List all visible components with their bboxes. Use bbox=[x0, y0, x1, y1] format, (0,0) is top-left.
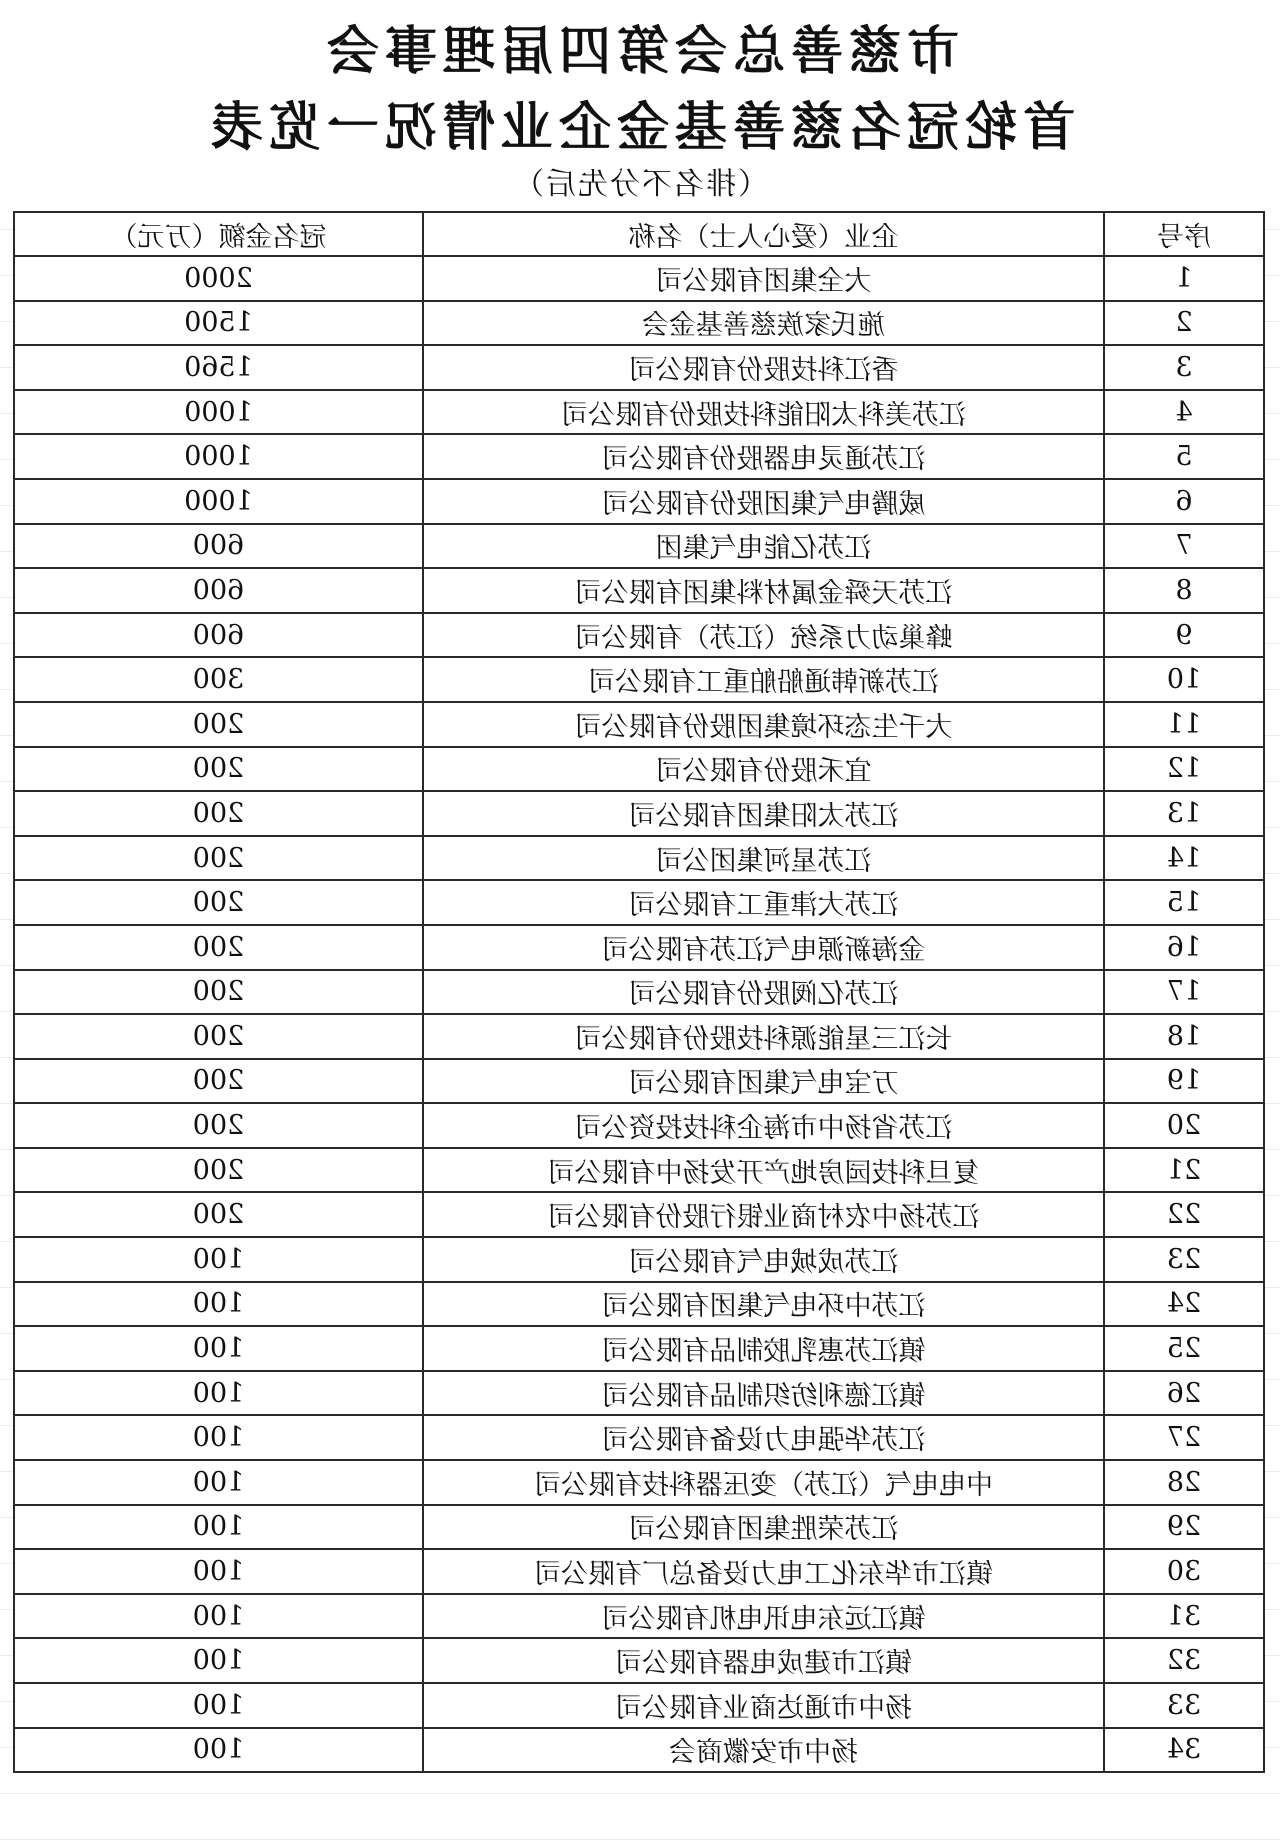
row-name: 扬中市通达商业有限公司 bbox=[423, 1683, 1104, 1728]
row-no: 4 bbox=[1104, 390, 1264, 435]
title-block bbox=[0, 0, 1280, 210]
row-no: 23 bbox=[1104, 1237, 1264, 1282]
table-row bbox=[14, 390, 1264, 435]
row-amount: 100 bbox=[14, 1505, 423, 1550]
row-name: 镇江市建成电器有限公司 bbox=[423, 1638, 1104, 1683]
row-amount: 300 bbox=[14, 657, 423, 702]
table-row bbox=[14, 1059, 1264, 1104]
row-amount: 200 bbox=[14, 1059, 423, 1104]
row-amount: 100 bbox=[14, 1371, 423, 1416]
row-no: 7 bbox=[1104, 524, 1264, 569]
row-name: 宜禾股份有限公司 bbox=[423, 747, 1104, 792]
row-amount: 100 bbox=[14, 1549, 423, 1594]
row-amount: 100 bbox=[14, 1683, 423, 1728]
donor-table bbox=[13, 211, 1265, 1773]
row-no: 28 bbox=[1104, 1460, 1264, 1505]
header-name: 企业（爱心人士）名称 bbox=[423, 212, 1104, 256]
table-row bbox=[14, 345, 1264, 390]
table-row bbox=[14, 1371, 1264, 1416]
row-no: 18 bbox=[1104, 1014, 1264, 1059]
table-row bbox=[14, 1148, 1264, 1193]
table-row bbox=[14, 1326, 1264, 1371]
row-name: 江苏美科太阳能科技股份有限公司 bbox=[423, 390, 1104, 435]
row-amount: 1560 bbox=[14, 345, 423, 390]
row-no: 34 bbox=[1104, 1728, 1264, 1773]
row-amount: 1500 bbox=[14, 301, 423, 346]
table-row bbox=[14, 836, 1264, 881]
row-no: 9 bbox=[1104, 613, 1264, 658]
row-name: 江苏新韩通船舶重工有限公司 bbox=[423, 657, 1104, 702]
table-row bbox=[14, 747, 1264, 792]
row-no: 26 bbox=[1104, 1371, 1264, 1416]
row-amount: 100 bbox=[14, 1638, 423, 1683]
header-amount: 冠名金额（万元） bbox=[14, 212, 423, 256]
row-name: 金海新源电气江苏有限公司 bbox=[423, 925, 1104, 970]
row-amount: 200 bbox=[14, 1014, 423, 1059]
row-no: 15 bbox=[1104, 880, 1264, 925]
row-name: 江苏荣胜集团有限公司 bbox=[423, 1505, 1104, 1550]
row-no: 32 bbox=[1104, 1638, 1264, 1683]
row-no: 24 bbox=[1104, 1282, 1264, 1327]
row-name: 江苏中环电气集团有限公司 bbox=[423, 1282, 1104, 1327]
row-name: 江苏通灵电器股份有限公司 bbox=[423, 434, 1104, 479]
row-amount: 200 bbox=[14, 1192, 423, 1237]
row-amount: 200 bbox=[14, 1148, 423, 1193]
table-row bbox=[14, 1728, 1264, 1773]
table-row bbox=[14, 568, 1264, 613]
row-name: 大千生态环境集团股份有限公司 bbox=[423, 702, 1104, 747]
table-row bbox=[14, 1460, 1264, 1505]
donor-table-wrapper bbox=[15, 211, 1265, 1773]
row-name: 镇江市华东化工电力设备总厂有限公司 bbox=[423, 1549, 1104, 1594]
row-amount: 600 bbox=[14, 568, 423, 613]
row-no: 14 bbox=[1104, 836, 1264, 881]
row-amount: 100 bbox=[14, 1460, 423, 1505]
row-amount: 200 bbox=[14, 880, 423, 925]
row-name: 江苏扬中农村商业银行股份有限公司 bbox=[423, 1192, 1104, 1237]
table-row bbox=[14, 1014, 1264, 1059]
row-amount: 100 bbox=[14, 1415, 423, 1460]
table-header-row bbox=[14, 212, 1264, 256]
page-title-line-1: 市慈善总会第四届理事会 bbox=[321, 21, 960, 82]
row-name: 江苏亿能电气集团 bbox=[423, 524, 1104, 569]
row-amount: 600 bbox=[14, 524, 423, 569]
row-amount: 2000 bbox=[14, 256, 423, 301]
page-subtitle: （排名不分先后） bbox=[512, 167, 768, 202]
table-row bbox=[14, 970, 1264, 1015]
row-name: 中电电气（江苏）变压器科技有限公司 bbox=[423, 1460, 1104, 1505]
row-name: 江苏华强电力设备有限公司 bbox=[423, 1415, 1104, 1460]
row-name: 蜂巢动力系统（江苏）有限公司 bbox=[423, 613, 1104, 658]
row-name: 江苏大津重工有限公司 bbox=[423, 880, 1104, 925]
row-no: 17 bbox=[1104, 970, 1264, 1015]
row-name: 大全集团有限公司 bbox=[423, 256, 1104, 301]
row-amount: 200 bbox=[14, 791, 423, 836]
row-no: 20 bbox=[1104, 1103, 1264, 1148]
row-no: 6 bbox=[1104, 479, 1264, 524]
table-row bbox=[14, 1549, 1264, 1594]
row-amount: 200 bbox=[14, 925, 423, 970]
table-row bbox=[14, 1192, 1264, 1237]
row-amount: 200 bbox=[14, 702, 423, 747]
table-row bbox=[14, 1103, 1264, 1148]
table-row bbox=[14, 1638, 1264, 1683]
row-amount: 1000 bbox=[14, 434, 423, 479]
row-amount: 100 bbox=[14, 1594, 423, 1639]
row-no: 22 bbox=[1104, 1192, 1264, 1237]
row-name: 威腾电气集团股份有限公司 bbox=[423, 479, 1104, 524]
row-name: 镇江苏惠乳胶制品有限公司 bbox=[423, 1326, 1104, 1371]
row-amount: 1000 bbox=[14, 479, 423, 524]
row-amount: 600 bbox=[14, 613, 423, 658]
row-amount: 200 bbox=[14, 747, 423, 792]
row-name: 扬中市安徽商会 bbox=[423, 1728, 1104, 1773]
row-no: 31 bbox=[1104, 1594, 1264, 1639]
row-no: 29 bbox=[1104, 1505, 1264, 1550]
row-no: 25 bbox=[1104, 1326, 1264, 1371]
row-amount: 200 bbox=[14, 970, 423, 1015]
table-row bbox=[14, 1282, 1264, 1327]
table-row bbox=[14, 256, 1264, 301]
row-name: 江苏天舜金属材料集团有限公司 bbox=[423, 568, 1104, 613]
table-row bbox=[14, 702, 1264, 747]
row-no: 27 bbox=[1104, 1415, 1264, 1460]
row-name: 香江科技股份有限公司 bbox=[423, 345, 1104, 390]
row-name: 江苏省扬中市海企科技投资公司 bbox=[423, 1103, 1104, 1148]
row-no: 19 bbox=[1104, 1059, 1264, 1104]
row-no: 1 bbox=[1104, 256, 1264, 301]
row-name: 镇江远东电讯电机有限公司 bbox=[423, 1594, 1104, 1639]
table-body bbox=[14, 256, 1264, 1772]
row-amount: 1000 bbox=[14, 390, 423, 435]
table-row bbox=[14, 1237, 1264, 1282]
row-amount: 100 bbox=[14, 1326, 423, 1371]
table-row bbox=[14, 1505, 1264, 1550]
table-row bbox=[14, 925, 1264, 970]
row-no: 5 bbox=[1104, 434, 1264, 479]
row-no: 33 bbox=[1104, 1683, 1264, 1728]
row-no: 16 bbox=[1104, 925, 1264, 970]
row-no: 12 bbox=[1104, 747, 1264, 792]
row-amount: 200 bbox=[14, 836, 423, 881]
header-no: 序号 bbox=[1104, 212, 1264, 256]
row-name: 镇江德利纺织制品有限公司 bbox=[423, 1371, 1104, 1416]
row-no: 11 bbox=[1104, 702, 1264, 747]
row-name: 江苏星河集团公司 bbox=[423, 836, 1104, 881]
row-name: 复旦科技园房地产开发扬中有限公司 bbox=[423, 1148, 1104, 1193]
table-row bbox=[14, 479, 1264, 524]
table-row bbox=[14, 524, 1264, 569]
row-no: 8 bbox=[1104, 568, 1264, 613]
table-row bbox=[14, 657, 1264, 702]
page-title-line-2: 首轮冠名慈善基金企业情况一览表 bbox=[205, 97, 1076, 158]
row-no: 10 bbox=[1104, 657, 1264, 702]
row-name: 长江三星能源科技股份有限公司 bbox=[423, 1014, 1104, 1059]
table-row bbox=[14, 434, 1264, 479]
row-no: 13 bbox=[1104, 791, 1264, 836]
table-row bbox=[14, 880, 1264, 925]
table-row bbox=[14, 1683, 1264, 1728]
table-row bbox=[14, 1415, 1264, 1460]
row-name: 江苏太阳集团有限公司 bbox=[423, 791, 1104, 836]
row-no: 2 bbox=[1104, 301, 1264, 346]
row-amount: 100 bbox=[14, 1728, 423, 1773]
table-row bbox=[14, 791, 1264, 836]
row-amount: 100 bbox=[14, 1237, 423, 1282]
row-no: 21 bbox=[1104, 1148, 1264, 1193]
row-no: 30 bbox=[1104, 1549, 1264, 1594]
table-row bbox=[14, 1594, 1264, 1639]
row-amount: 100 bbox=[14, 1282, 423, 1327]
table-row bbox=[14, 301, 1264, 346]
row-amount: 200 bbox=[14, 1103, 423, 1148]
table-row bbox=[14, 613, 1264, 658]
row-name: 万宝电气集团有限公司 bbox=[423, 1059, 1104, 1104]
row-name: 江苏成城电气有限公司 bbox=[423, 1237, 1104, 1282]
row-name: 施氏家族慈善基金会 bbox=[423, 301, 1104, 346]
row-name: 江苏亿阀股份有限公司 bbox=[423, 970, 1104, 1015]
row-no: 3 bbox=[1104, 345, 1264, 390]
